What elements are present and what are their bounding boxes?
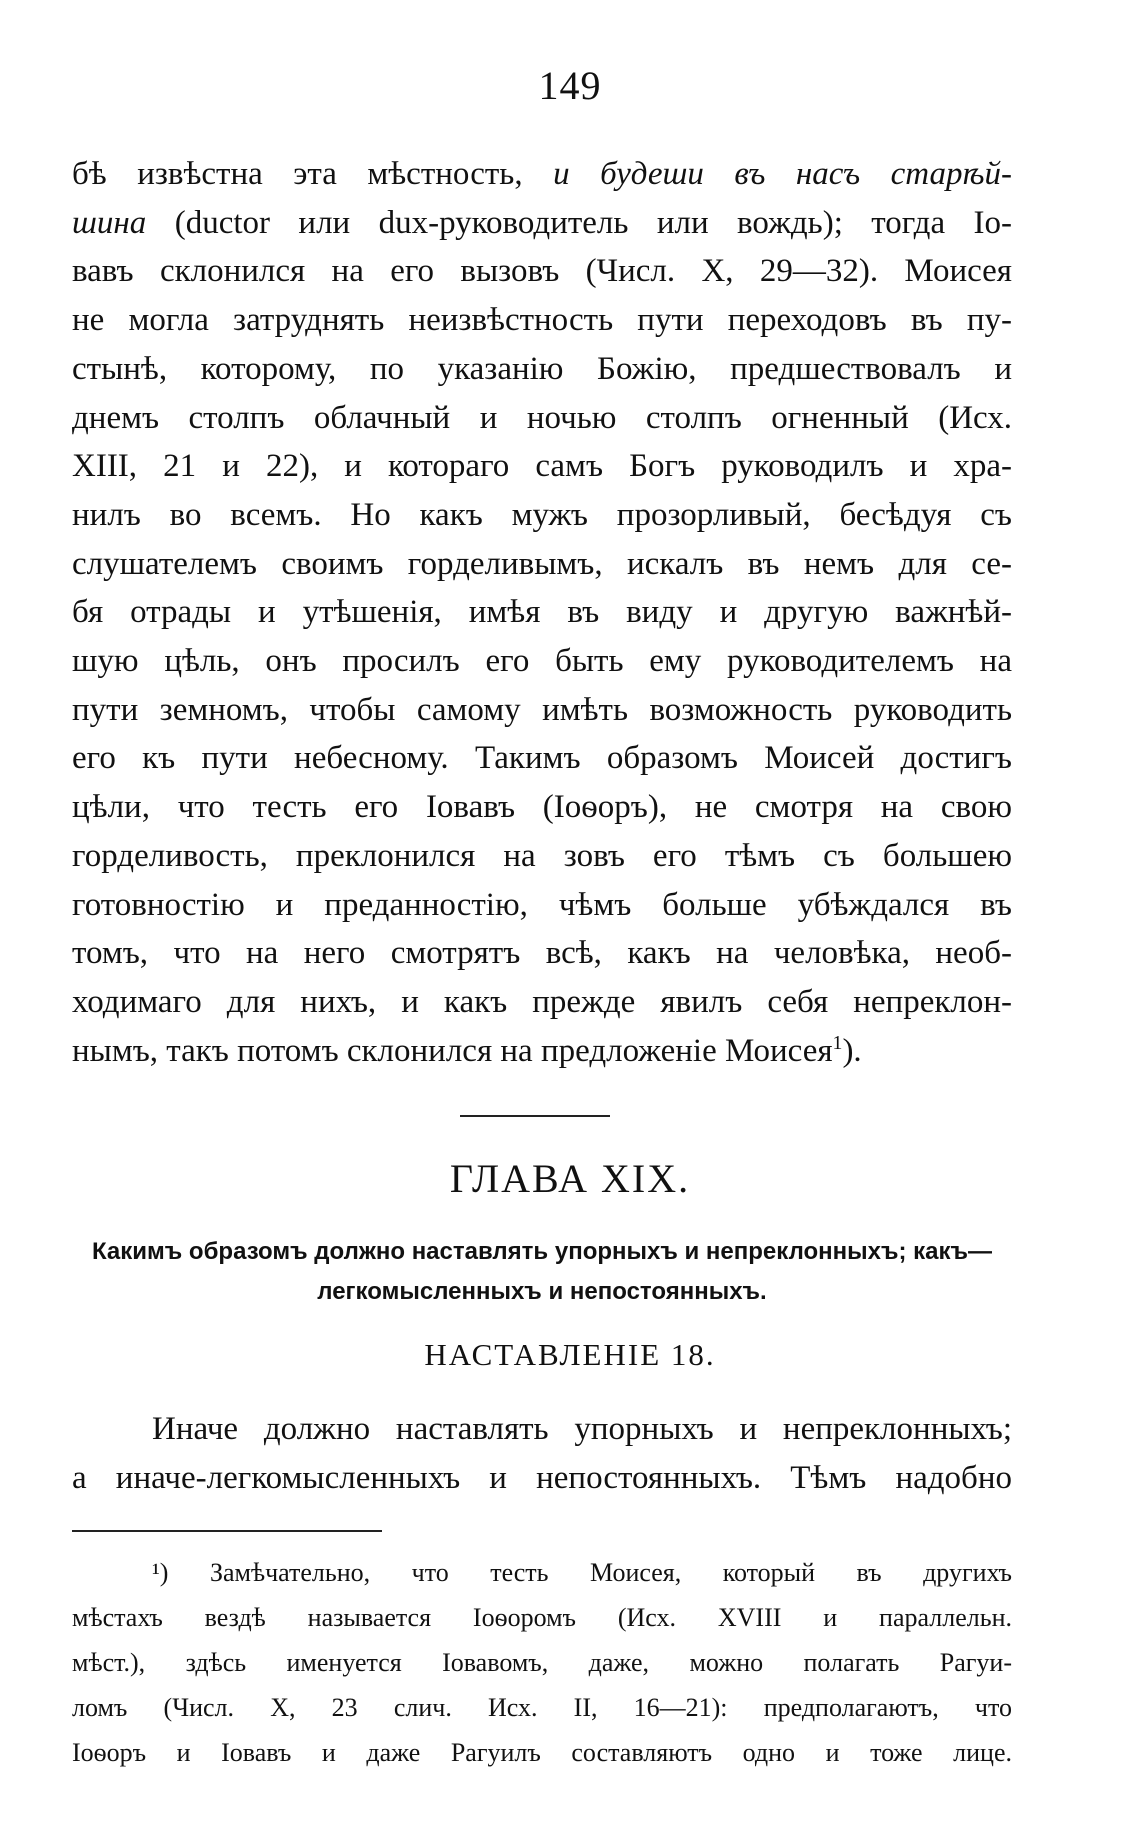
text-line: цѣли, что тесть его Іовавъ (Іоѳоръ), не смотря на свою	[72, 789, 1012, 826]
italic-quote: шина	[72, 204, 147, 241]
text-line: его къ пути небесному. Такимъ образомъ Моисей достигъ	[72, 740, 1012, 777]
text-line: шую цѣль, онъ просилъ его быть ему руководителемъ на	[72, 643, 1012, 680]
text-line	[72, 199, 1012, 248]
footnote-reference[interactable]: 1	[832, 1031, 843, 1054]
footnote-marker: ¹)	[152, 1558, 169, 1587]
footnote-line: мѣстахъ вездѣ называется Іоѳоромъ (Исх. XVIII и параллельн.	[72, 1603, 1012, 1632]
instruction-heading: НАСТАВЛЕНІЕ 18.	[424, 1337, 716, 1372]
text-line: вавъ склонился на его вызовъ (Числ. X, 29—32). Моисея	[72, 253, 1012, 290]
text-line: томъ, что на него смотрятъ всѣ, какъ на человѣка, необ-	[72, 935, 1012, 972]
text-line: Иначе должно наставлять упорныхъ и непреклонныхъ;	[152, 1411, 1012, 1447]
text-run: ).	[842, 1032, 862, 1069]
chapter-subtitle-line: легкомысленныхъ и непостоянныхъ.	[317, 1278, 767, 1305]
footnote-line	[72, 1550, 1012, 1595]
text-run: бѣ извѣстна эта мѣстность,	[72, 156, 554, 192]
text-line	[72, 1027, 1012, 1076]
chapter-subtitle-line: Какимъ образомъ должно наставлять упорныхъ и непреклонныхъ; какъ—	[91, 1238, 993, 1265]
footnote	[72, 1550, 1012, 1775]
italic-quote: и будеши въ насъ старѣй-	[553, 156, 1012, 192]
text-line: горделивость, преклонился на зовъ его тѣмъ съ большею	[72, 837, 1012, 874]
text-line: не могла затруднять неизвѣстность пути переходовъ въ пу-	[72, 302, 1012, 339]
text-run: Замѣчательно, что тесть Моисея, который въ другихъ	[209, 1558, 1012, 1587]
text-line: готовностію и преданностію, чѣмъ больше убѣждался въ	[72, 886, 1012, 923]
text-line: стынѣ, которому, по указанію Божію, предшествовалъ и	[72, 350, 1012, 387]
text-line: бя отрады и утѣшенія, имѣя въ виду и другую важнѣй-	[72, 594, 1012, 631]
paragraph-2	[72, 1405, 1012, 1502]
text-line: пути земномъ, чтобы самому имѣть возможность руководить	[72, 691, 1012, 728]
paragraph-1	[72, 150, 1012, 1075]
footnote-divider	[72, 1530, 382, 1532]
text-line: а иначе-легкомысленныхъ и непостоянныхъ. Тѣмъ надобно	[72, 1459, 1012, 1496]
text-line: нилъ во всемъ. Но какъ мужъ прозорливый, бесѣдуя съ	[72, 496, 1012, 533]
chapter-title: ГЛАВА XIX.	[449, 1156, 691, 1201]
text-line	[72, 150, 1012, 199]
footnote-line: ломъ (Числ. X, 23 слич. Исх. II, 16—21): предполагаютъ, что	[72, 1693, 1012, 1722]
text-line: слушателемъ своимъ горделивымъ, искалъ въ немъ для се-	[72, 545, 1012, 582]
footnote-line: Іоѳоръ и Іовавъ и даже Рагуилъ составляютъ одно и тоже лице.	[72, 1738, 1012, 1767]
text-line: ходимаго для нихъ, и какъ прежде явилъ себя непреклон-	[72, 983, 1012, 1020]
text-line: днемъ столпъ облачный и ночью столпъ огненный (Исх.	[72, 399, 1012, 436]
text-run: (ductor или dux-руководитель или вождь); тогда Іо-	[146, 204, 1012, 241]
text-line: XIII, 21 и 22), и котораго самъ Богъ руководилъ и хра-	[72, 448, 1012, 485]
footnote-line: мѣст.), здѣсь именуется Іовавомъ, даже, можно полагать Рагуи-	[72, 1648, 1012, 1677]
section-divider	[460, 1115, 610, 1117]
text-run: нымъ, такъ потомъ склонился на предложеніе Моисея	[72, 1032, 833, 1069]
page-number: 149	[538, 63, 602, 108]
chapter-subtitle	[72, 1232, 1012, 1312]
